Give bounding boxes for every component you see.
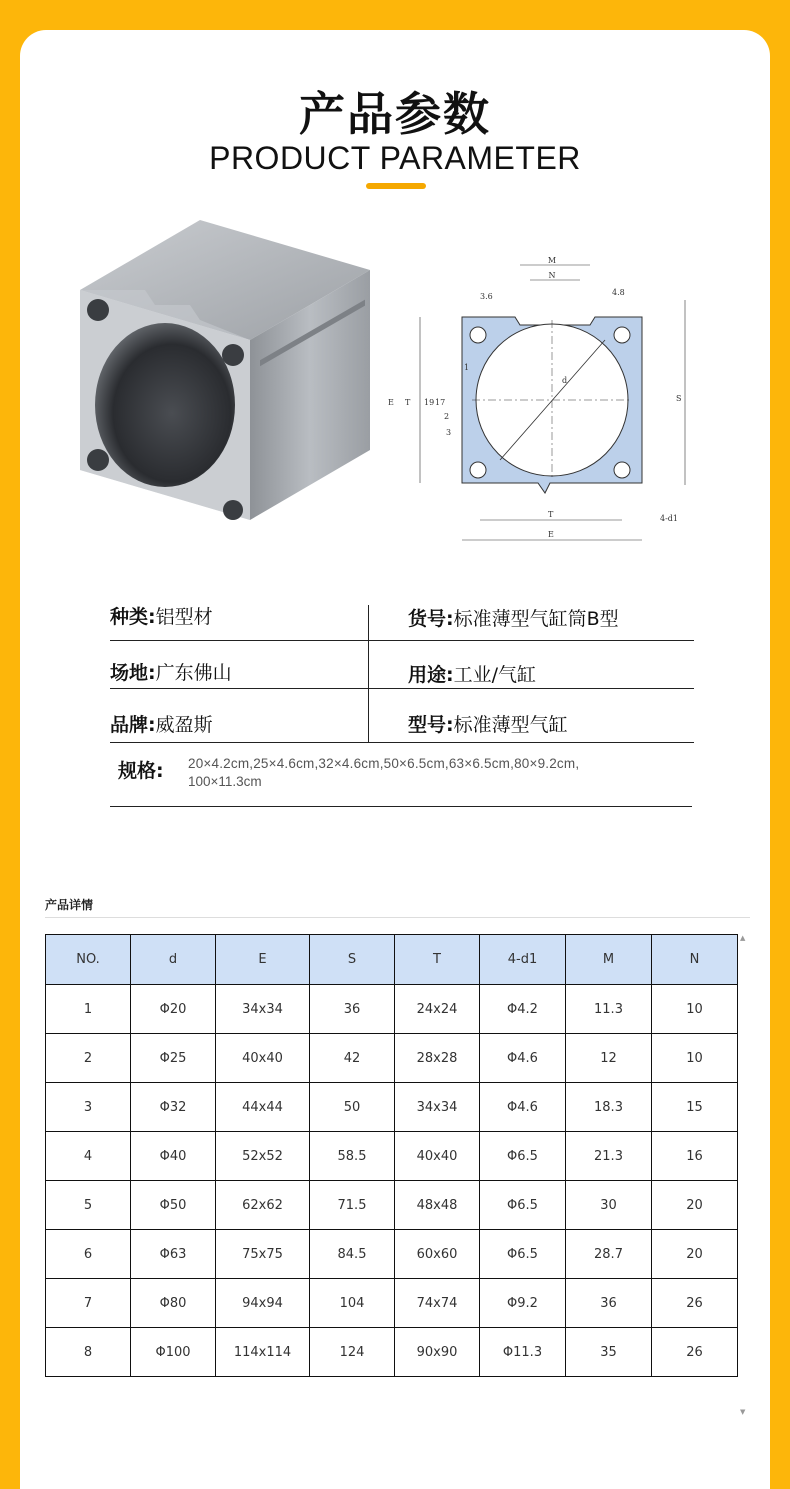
- table-cell: Φ32: [131, 1083, 216, 1132]
- table-cell: Φ20: [131, 985, 216, 1034]
- table-cell: Φ40: [131, 1132, 216, 1181]
- header-cell: d: [131, 935, 216, 985]
- table-cell: Φ50: [131, 1181, 216, 1230]
- table-row: [46, 1132, 738, 1181]
- colon: :: [148, 662, 156, 684]
- dim-t2-label: T: [548, 510, 554, 519]
- table-cell: 4: [46, 1132, 131, 1181]
- technical-drawing: [380, 255, 700, 550]
- dim-19-label: 19: [424, 398, 435, 407]
- type-label: 种类: [110, 606, 149, 628]
- table-row: [46, 1034, 738, 1083]
- spec-row-1b: [408, 604, 708, 631]
- table-cell: 24x24: [395, 985, 480, 1034]
- dim-a-label: 3.6: [480, 292, 493, 301]
- table-row: [46, 1230, 738, 1279]
- dim-3-label: 3: [446, 428, 452, 437]
- dim-m-label: M: [547, 256, 557, 265]
- details-title: 产品详情: [45, 898, 94, 912]
- details-divider: [45, 917, 750, 918]
- colon: :: [148, 714, 156, 736]
- table-cell: 114x114: [216, 1328, 310, 1377]
- table-cell: 5: [46, 1181, 131, 1230]
- scroll-up-icon[interactable]: ▲: [740, 934, 746, 942]
- item-value: 标准薄型气缸筒B型: [453, 608, 619, 630]
- table-row: [46, 1181, 738, 1230]
- table-cell: 90x90: [395, 1328, 480, 1377]
- table-row: [46, 985, 738, 1034]
- scroll-down-icon[interactable]: ▼: [740, 1408, 746, 1416]
- size-label: 规格: [118, 760, 157, 782]
- use-value: 工业/气缸: [453, 664, 537, 686]
- table-cell: 30: [566, 1181, 652, 1230]
- type-value: 铝型材: [155, 606, 213, 628]
- dim-d-label: d: [562, 376, 568, 385]
- table-scrollbar[interactable]: [739, 934, 747, 1416]
- table-cell: 94x94: [216, 1279, 310, 1328]
- table-cell: 28.7: [566, 1230, 652, 1279]
- dim-b-label: 4.8: [612, 288, 625, 297]
- table-cell: 10: [652, 985, 738, 1034]
- table-cell: 18.3: [566, 1083, 652, 1132]
- divider-vertical: [368, 605, 369, 742]
- header-cell: E: [216, 935, 310, 985]
- dim-1-label: 1: [464, 363, 470, 372]
- spec-row-2b: [408, 660, 708, 687]
- table-cell: Φ4.6: [480, 1034, 566, 1083]
- dim-n-label: N: [548, 271, 556, 280]
- table-cell: 124: [310, 1328, 395, 1377]
- table-cell: 58.5: [310, 1132, 395, 1181]
- parameter-table: [45, 934, 738, 1377]
- item-label: 货号: [408, 608, 447, 630]
- table-cell: 20: [652, 1181, 738, 1230]
- divider: [110, 806, 692, 807]
- page-subtitle: PRODUCT PARAMETER: [209, 140, 581, 176]
- title-underline: [366, 183, 426, 189]
- table-cell: 34x34: [216, 985, 310, 1034]
- table-cell: 7: [46, 1279, 131, 1328]
- table-cell: 62x62: [216, 1181, 310, 1230]
- table-cell: 42: [310, 1034, 395, 1083]
- divider: [110, 742, 694, 743]
- table-cell: 36: [310, 985, 395, 1034]
- table-cell: 10: [652, 1034, 738, 1083]
- table-row: [46, 1279, 738, 1328]
- table-cell: Φ6.5: [480, 1230, 566, 1279]
- table-cell: 40x40: [395, 1132, 480, 1181]
- table-cell: Φ4.6: [480, 1083, 566, 1132]
- dim-t-label: T: [405, 398, 411, 407]
- table-cell: 26: [652, 1328, 738, 1377]
- table-cell: Φ9.2: [480, 1279, 566, 1328]
- table-cell: 40x40: [216, 1034, 310, 1083]
- table-cell: 6: [46, 1230, 131, 1279]
- table-cell: 50: [310, 1083, 395, 1132]
- table-cell: 52x52: [216, 1132, 310, 1181]
- table-cell: 48x48: [395, 1181, 480, 1230]
- divider: [110, 640, 694, 641]
- table-cell: Φ100: [131, 1328, 216, 1377]
- table-cell: Φ80: [131, 1279, 216, 1328]
- table-row: [46, 1328, 738, 1377]
- page-title: 产品参数: [299, 87, 491, 141]
- table-cell: 3: [46, 1083, 131, 1132]
- origin-value: 广东佛山: [155, 662, 232, 684]
- header-cell: S: [310, 935, 395, 985]
- product-photo: [70, 210, 380, 520]
- table-cell: 8: [46, 1328, 131, 1377]
- brand-value: 威盈斯: [155, 714, 213, 736]
- header-cell: M: [566, 935, 652, 985]
- dim-e-label: E: [388, 398, 394, 407]
- divider: [110, 688, 694, 689]
- table-cell: 21.3: [566, 1132, 652, 1181]
- size-value-line2: 100×11.3cm: [188, 774, 262, 789]
- origin-label: 场地: [110, 662, 149, 684]
- colon: :: [446, 608, 454, 630]
- table-cell: Φ4.2: [480, 985, 566, 1034]
- header-cell: 4-d1: [480, 935, 566, 985]
- header-cell: T: [395, 935, 480, 985]
- table-cell: 104: [310, 1279, 395, 1328]
- dim-e2-label: E: [548, 530, 554, 539]
- table-cell: 60x60: [395, 1230, 480, 1279]
- table-cell: Φ11.3: [480, 1328, 566, 1377]
- colon: :: [446, 664, 454, 686]
- table-row: [46, 1083, 738, 1132]
- table-cell: 28x28: [395, 1034, 480, 1083]
- use-label: 用途: [408, 664, 447, 686]
- table-cell: 44x44: [216, 1083, 310, 1132]
- table-cell: 1: [46, 985, 131, 1034]
- table-cell: 84.5: [310, 1230, 395, 1279]
- table-cell: 74x74: [395, 1279, 480, 1328]
- dim-s-label: S: [676, 394, 682, 403]
- table-cell: 12: [566, 1034, 652, 1083]
- dim-17-label: 17: [435, 398, 446, 407]
- dim-hole-label: 4-d1: [660, 514, 679, 523]
- table-cell: 2: [46, 1034, 131, 1083]
- spec-row-4: [118, 756, 188, 783]
- size-value-line1: 20×4.2cm,25×4.6cm,32×4.6cm,50×6.5cm,63×6.5cm,80×9.2cm,: [188, 756, 580, 771]
- table-cell: Φ63: [131, 1230, 216, 1279]
- table-cell: 75x75: [216, 1230, 310, 1279]
- table-cell: Φ6.5: [480, 1132, 566, 1181]
- model-label: 型号: [408, 714, 447, 736]
- header-cell: NO.: [46, 935, 131, 985]
- table-cell: 11.3: [566, 985, 652, 1034]
- colon: :: [446, 714, 454, 736]
- dim-2-label: 2: [444, 412, 450, 421]
- colon: :: [156, 760, 164, 782]
- brand-label: 品牌: [110, 714, 149, 736]
- table-cell: 34x34: [395, 1083, 480, 1132]
- table-cell: 71.5: [310, 1181, 395, 1230]
- table-cell: Φ25: [131, 1034, 216, 1083]
- colon: :: [148, 606, 156, 628]
- model-value: 标准薄型气缸: [453, 714, 568, 736]
- table-cell: 26: [652, 1279, 738, 1328]
- table-cell: 36: [566, 1279, 652, 1328]
- table-cell: 35: [566, 1328, 652, 1377]
- table-cell: 16: [652, 1132, 738, 1181]
- table-cell: 15: [652, 1083, 738, 1132]
- header-cell: N: [652, 935, 738, 985]
- table-header-row: [46, 935, 738, 985]
- table-cell: 20: [652, 1230, 738, 1279]
- table-cell: Φ6.5: [480, 1181, 566, 1230]
- spec-row-3b: [408, 710, 708, 737]
